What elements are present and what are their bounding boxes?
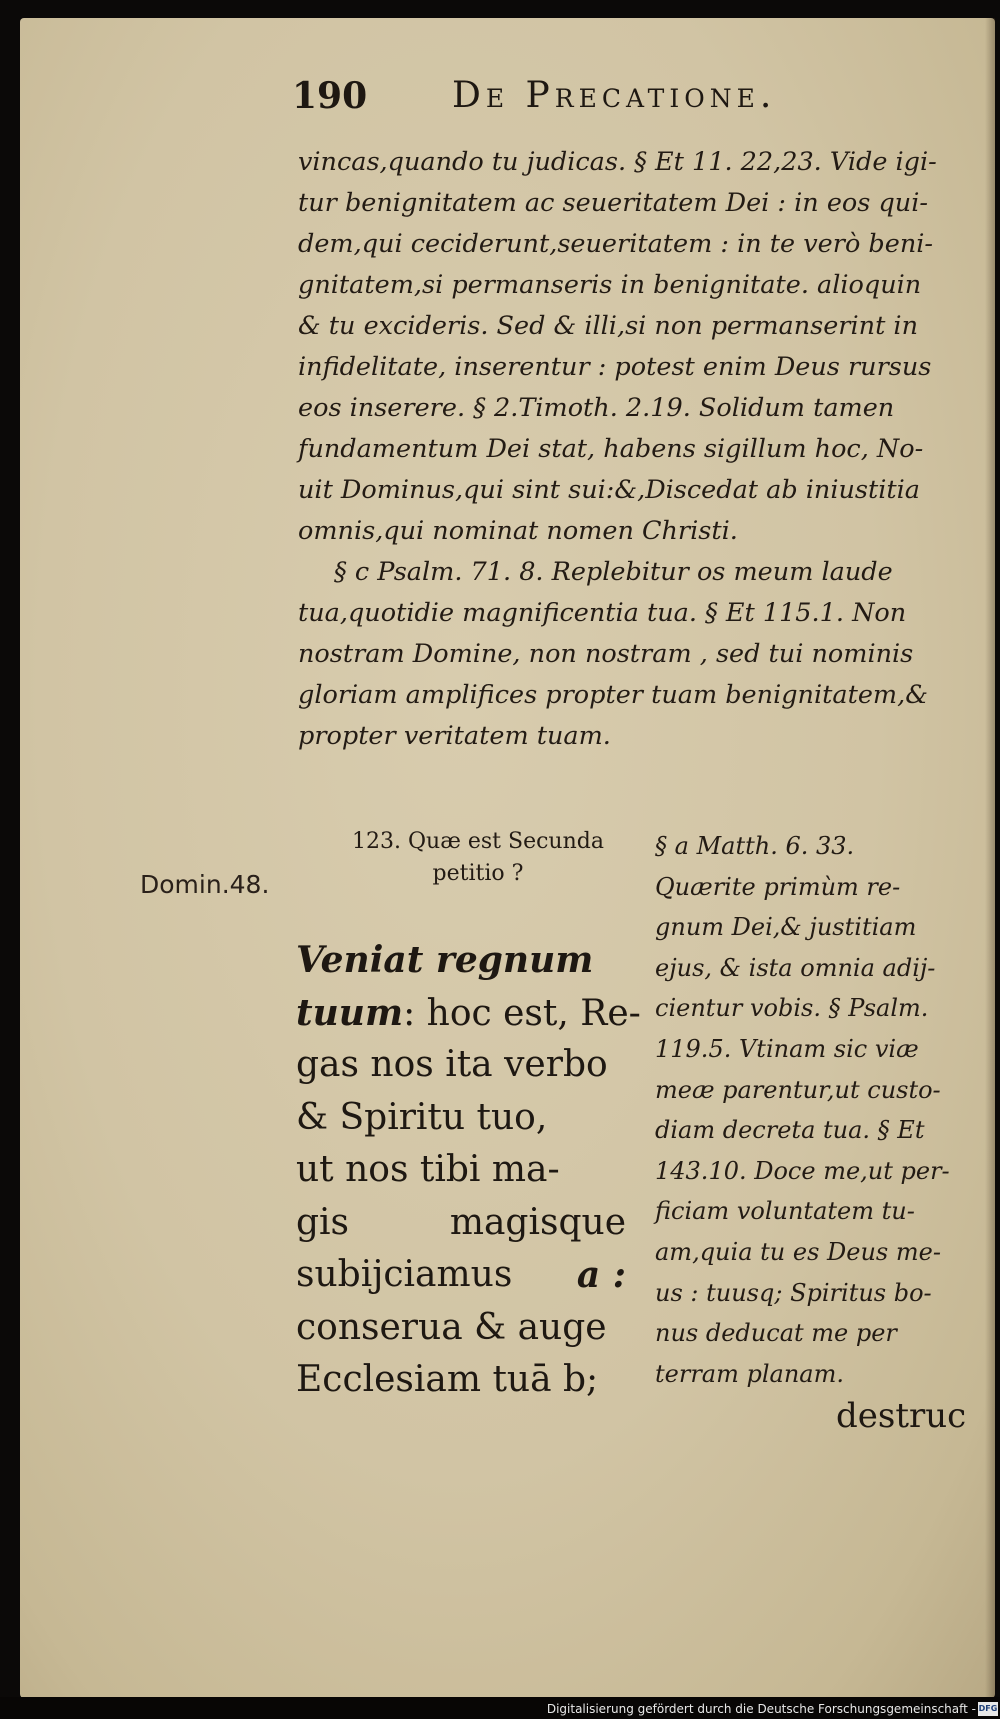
catchword: destruc bbox=[836, 1396, 967, 1436]
answer-emphasis: Veniat regnum bbox=[296, 939, 594, 981]
note-line: Quærite primùm re- bbox=[655, 872, 901, 901]
answer-line: gas nos ita verbo bbox=[296, 1044, 608, 1085]
answer-line bbox=[296, 987, 641, 1040]
answer-line: conserua & auge bbox=[296, 1306, 607, 1348]
funding-credit: Digitalisierung gefördert durch die Deutsche Forschungsgemeinschaft - bbox=[546, 1702, 976, 1716]
note-line: ficiam voluntatem tu- bbox=[655, 1197, 915, 1226]
answer-line bbox=[296, 934, 626, 987]
note-line: omnis,qui nominat nomen Christi. bbox=[298, 516, 738, 546]
footer-bar bbox=[0, 1697, 1000, 1719]
note-line: § a Matth. 6. 33. bbox=[655, 832, 855, 860]
note-line: eos inserere. § 2.Timoth. 2.19. Solidum tamen bbox=[298, 393, 895, 423]
catechism-answer bbox=[296, 934, 641, 1407]
question-line: petitio ? bbox=[432, 861, 524, 886]
note-line: 119.5. Vtinam sic viæ bbox=[655, 1034, 919, 1063]
note-line: terram planam. bbox=[655, 1359, 844, 1388]
note-line: gnitatem,si permanseris in benignitate. alioquin bbox=[298, 270, 922, 300]
note-line: diam decreta tua. § Et bbox=[655, 1116, 925, 1145]
answer-line: & Spiritu tuo, bbox=[296, 1096, 548, 1138]
catechism-question bbox=[318, 826, 638, 890]
answer-line: Ecclesiam tuā b; bbox=[296, 1359, 599, 1400]
page-number: 190 bbox=[292, 75, 368, 117]
answer-line bbox=[296, 1197, 626, 1250]
note-line: vincas,quando tu judicas. § Et 11. 22,23. Vide igi- bbox=[298, 147, 937, 177]
note-line: & tu excideris. Sed & illi,si non permanserint in bbox=[298, 311, 919, 341]
dfg-logo: DFG bbox=[978, 1702, 998, 1716]
note-line: gnum Dei,& justitiam bbox=[655, 913, 917, 942]
note-line: tur benignitatem ac seueritatem Dei : in eos qui- bbox=[298, 188, 928, 218]
note-line: 143.10. Doce me,ut per- bbox=[655, 1156, 950, 1185]
note-line: nus deducat me per bbox=[655, 1319, 897, 1348]
note-line: fundamentum Dei stat, habens sigillum hoc, No- bbox=[298, 434, 924, 464]
answer-emphasis: tuum bbox=[296, 991, 404, 1034]
answer-line: ut nos tibi ma- bbox=[296, 1149, 560, 1190]
note-line: uit Dominus,qui sint sui:&,Discedat ab iniustitia bbox=[298, 475, 921, 505]
answer-text: : hoc est, Re- bbox=[403, 992, 641, 1034]
note-line: us : tuusq; Spiritus bo- bbox=[655, 1278, 932, 1307]
note-line: propter veritatem tuam. bbox=[298, 721, 611, 751]
question-line: 123. Quæ est Secunda bbox=[352, 829, 604, 854]
note-line: dem,qui ceciderunt,seueritatem : in te verò beni- bbox=[298, 229, 934, 259]
footnote-marker: a : bbox=[576, 1254, 626, 1296]
note-line: ejus, & ista omnia adij- bbox=[655, 953, 936, 982]
answer-text: subijciamus bbox=[296, 1254, 513, 1295]
note-line: gloriam amplifices propter tuam benignitatem,& bbox=[298, 680, 928, 710]
footnote-block-right bbox=[655, 826, 973, 1394]
answer-line bbox=[296, 1249, 626, 1302]
footnote-block-top bbox=[298, 142, 970, 757]
note-line: § c Psalm. 71. 8. Replebitur os meum laude bbox=[334, 557, 893, 587]
running-title: De Precatione. bbox=[452, 75, 777, 116]
answer-text: gis bbox=[296, 1201, 350, 1243]
note-line: meæ parentur,ut custo- bbox=[655, 1075, 941, 1104]
note-line: nostram Domine, non nostram , sed tui nominis bbox=[298, 639, 914, 669]
page-edge-shadow bbox=[985, 18, 995, 1698]
note-line: infidelitate, inserentur : potest enim Deus rursus bbox=[298, 352, 932, 382]
note-line: tua,quotidie magnificentia tua. § Et 115.1. Non bbox=[298, 598, 907, 628]
answer-text: magisque bbox=[449, 1201, 626, 1243]
note-line: cientur vobis. § Psalm. bbox=[655, 994, 929, 1023]
marginal-note: Domin.48. bbox=[140, 870, 270, 899]
note-line: am,quia tu es Deus me- bbox=[655, 1237, 941, 1266]
